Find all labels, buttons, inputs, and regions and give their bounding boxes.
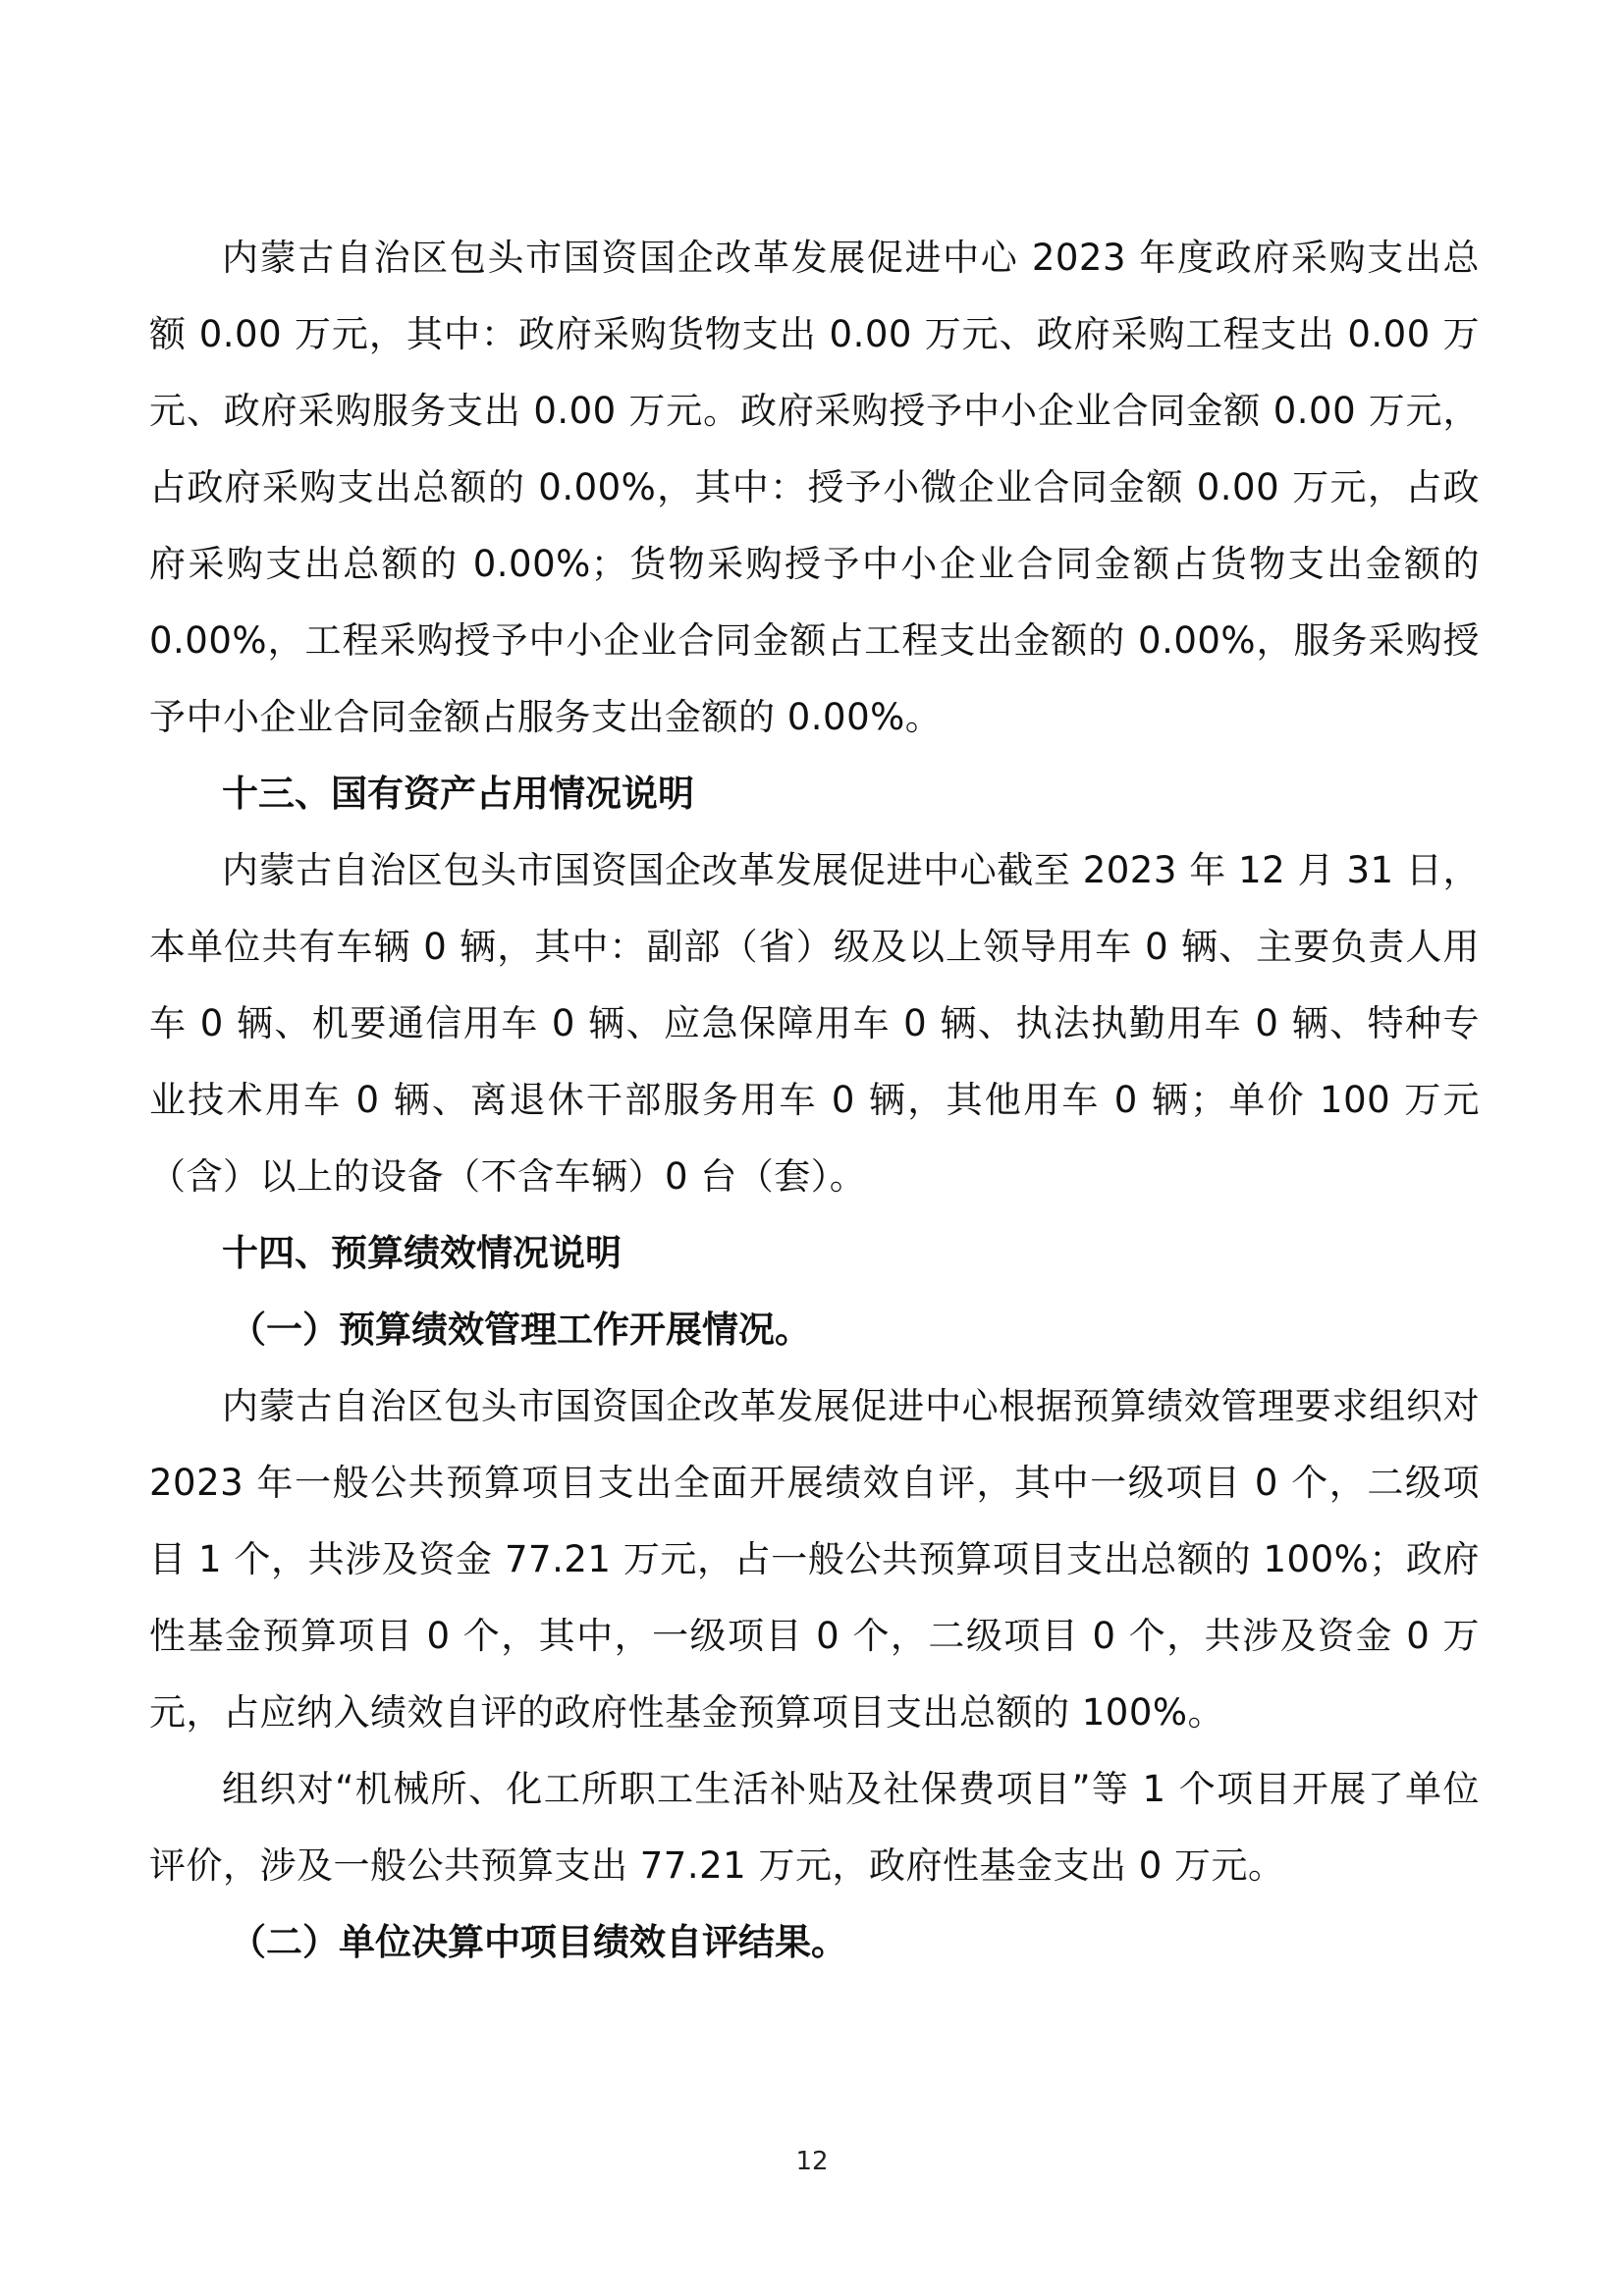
paragraph-procurement: 内蒙古自治区包头市国资国企改革发展促进中心 2023 年度政府采购支出总额 0.00 万元，其中：政府采购货物支出 0.00 万元、政府采购工程支出 0.00 万元、政府采购服务支出 0.00 万元。政府采购授予中小企业合同金额 0.00 万元，占政府采购支出总额的 0.00%，其中：授予小微企业合同金额 0.00 万元，占政府采购支出总额的 0.00%；货物采购授予中小企业合同金额占货物支出金额的 0.00%，工程采购授予中小企业合同金额占工程支出金额的 0.00%，服务采购授予中小企业合同金额占服务支出金额的 0.00%。 <box>149 237 1480 738</box>
paragraph-assets: 内蒙古自治区包头市国资国企改革发展促进中心截至 2023 年 12 月 31 日，本单位共有车辆 0 辆，其中：副部（省）级及以上领导用车 0 辆、主要负责人用车 0 辆、机要通信用车 0 辆、应急保障用车 0 辆、执法执勤用车 0 辆、特种专业技术用车 0 辆、离退休干部服务用车 0 辆，其他用车 0 辆；单价 100 万元（含）以上的设备（不含车辆）0 台（套）。 <box>149 849 1480 1198</box>
subsection-heading-14-2: （二）单位决算中项目绩效自评结果。 <box>230 1921 847 1963</box>
paragraph-evaluation: 组织对“机械所、化工所职工生活补贴及社保费项目”等 1 个项目开展了单位评价，涉及一般公共预算支出 77.21 万元，政府性基金支出 0 万元。 <box>149 1768 1480 1887</box>
page-number: 12 <box>795 2147 829 2176</box>
subsection-heading-14-1: （一）预算绩效管理工作开展情况。 <box>230 1308 811 1351</box>
paragraph-performance: 内蒙古自治区包头市国资国企改革发展促进中心根据预算绩效管理要求组织对 2023 年一般公共预算项目支出全面开展绩效自评，其中一级项目 0 个，二级项目 1 个，共涉及资金 77.21 万元，占一般公共预算项目支出总额的 100%；政府性基金预算项目 0 个，其中，一级项目 0 个，二级项目 0 个，共涉及资金 0 万元，占应纳入绩效自评的政府性基金预算项目支出总额的 100%。 <box>149 1385 1481 1734</box>
document-body <box>149 220 1480 1981</box>
section-heading-14: 十四、预算绩效情况说明 <box>222 1232 622 1274</box>
section-heading-13: 十三、国有资产占用情况说明 <box>222 773 694 815</box>
